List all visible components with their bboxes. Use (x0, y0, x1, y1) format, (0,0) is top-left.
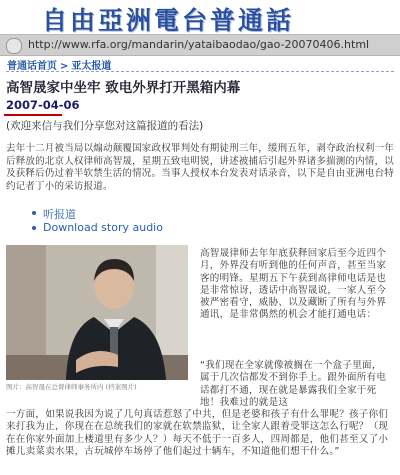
list-item (30, 206, 390, 221)
site-logo-title: 自由亞洲電台普通話 (42, 6, 295, 34)
quote-paragraph-start: “我们现在全家就像被搁在一个盒子里面，属于几次信都发不到你手上。跟外面所有电话都打不通，现在就是暴露我们全家于死地！我难过的就是这 (200, 360, 387, 408)
photo-caption: 图片：高智晟在总督律师事务所内 (档案图片) (6, 383, 137, 391)
article-date: 2007-04-06 (6, 98, 80, 112)
list-item (30, 221, 390, 236)
feedback-note: (欢迎来信与我们分享您对这篇报道的看法) (6, 120, 204, 132)
date-underline (4, 114, 62, 116)
download-audio-link[interactable]: Download story audio (43, 221, 163, 234)
breadcrumb-home-link[interactable]: 普通话首页 (7, 61, 57, 72)
breadcrumb-section-link[interactable]: 亚太报道 (71, 61, 112, 72)
article-headline: 高智晟家中坐牢 致电外界打开黑箱内幕 (6, 80, 241, 96)
url-text[interactable]: http://www.rfa.org/mandarin/yataibaodao/gao-20070406.html (28, 38, 370, 51)
globe-icon (6, 38, 22, 54)
photo-illustration (6, 245, 188, 380)
article-intro: 去年十二月被当局以煽动颠覆国家政权罪判处有期徒刑三年，缓刑五年，剥夺政治权利一年 后释放的北京人权律师高智晟，星期五致电明锐，讲述被捕后引起外界诸多揣测的内情，以及获释后仍过着半软禁生活的情况。当事人授权本台发表对话录音，以下是自由亚洲电台特约记者丁小的采访报道。 (6, 143, 395, 192)
quote-paragraph-end: 一方面，如果说我因为说了几句真话惹怒了中共，但是老婆和孩子有什么罪呢？孩子你们来打我为止，你现在在总统我们的家就在软禁监狱，让全家人跟着受罪这怎么行呢？（现在在你家外面加上楼道里有多少人？）每天不低于一百多人，四周都是，他们甚至又了小摊儿卖菜卖水果，古玩城停车场停了他们起过十辆车，不知道他们想干什么。” (6, 409, 389, 457)
divider (6, 71, 394, 72)
listen-link[interactable]: 听报道 (43, 208, 76, 221)
url-bar[interactable] (0, 34, 400, 56)
audio-links (30, 206, 390, 236)
breadcrumb (7, 57, 111, 72)
article-paragraph: 高智晟律师去年年底获释回家后至今近四个月，外界没有听到他的任何声音，甚至当家客的明锋。星期五下午获到高律师电话是也是非常惊讶，透话中高智晟说，一家人至今被严密看守，威胁、以及藏断了所有与外界通讯，是非常偶然的机会才能打通电话： (200, 248, 387, 321)
breadcrumb-separator: > (60, 61, 69, 72)
article-photo (6, 245, 188, 380)
site-banner (0, 0, 400, 34)
